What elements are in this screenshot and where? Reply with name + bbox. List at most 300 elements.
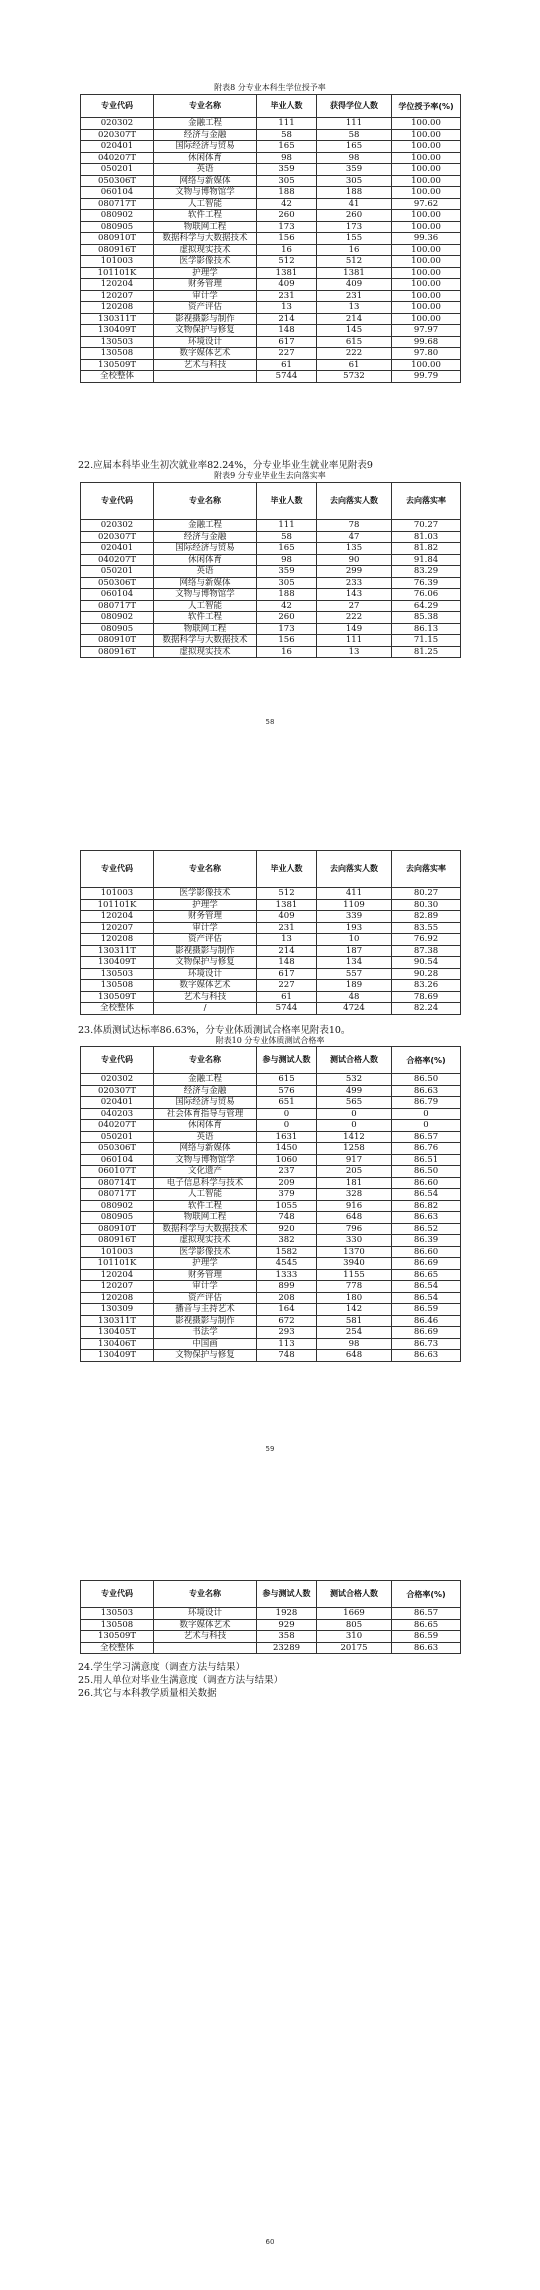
table-cell: 100.00 <box>392 210 461 222</box>
table-row <box>81 1074 461 1086</box>
table-cell: 260 <box>257 210 317 222</box>
table-row <box>81 1281 461 1293</box>
table-cell: 休闲体育 <box>154 1120 257 1132</box>
table-cell: 328 <box>317 1189 392 1201</box>
table-cell: 120204 <box>81 911 154 923</box>
table-cell: 130405T <box>81 1327 154 1339</box>
table-cell: 020307T <box>81 531 154 543</box>
table-cell: 100.00 <box>392 175 461 187</box>
table-cell: 13 <box>257 934 317 946</box>
table10-cont-body <box>81 1608 461 1654</box>
table-cell: 英语 <box>154 1131 257 1143</box>
table-cell: 物联网工程 <box>154 1212 257 1224</box>
table-cell: 86.63 <box>392 1350 461 1362</box>
table-cell: 86.59 <box>392 1631 461 1643</box>
table-cell: 86.13 <box>392 623 461 635</box>
table-cell: 050306T <box>81 175 154 187</box>
table-cell: 111 <box>257 118 317 130</box>
table-cell: 16 <box>257 646 317 658</box>
table-cell: 虚拟现实技术 <box>154 244 257 256</box>
table-cell: 58 <box>257 129 317 141</box>
table-row <box>81 1327 461 1339</box>
table-cell: 环境设计 <box>154 336 257 348</box>
table-cell: 资产评估 <box>154 934 257 946</box>
table-cell: 080902 <box>81 1200 154 1212</box>
table-cell: 医学影像技术 <box>154 1246 257 1258</box>
table-cell: 文物保护与修复 <box>154 1350 257 1362</box>
table-cell: 86.76 <box>392 1143 461 1155</box>
table-cell: 581 <box>317 1315 392 1327</box>
table-row <box>81 1085 461 1097</box>
table-cell: 929 <box>257 1619 317 1631</box>
table-row <box>81 1269 461 1281</box>
table-cell: 86.54 <box>392 1189 461 1201</box>
table-cell: 86.65 <box>392 1269 461 1281</box>
header-cell: 毕业人数 <box>257 851 317 888</box>
table-cell: 86.39 <box>392 1235 461 1247</box>
table-cell: 81.25 <box>392 646 461 658</box>
table-cell: 130409T <box>81 1350 154 1362</box>
table-cell: 5744 <box>257 371 317 383</box>
table-row <box>81 129 461 141</box>
table-cell: 222 <box>317 612 392 624</box>
table-cell: 98 <box>257 152 317 164</box>
table-cell: 86.69 <box>392 1327 461 1339</box>
table-row <box>81 313 461 325</box>
table-cell: 130409T <box>81 325 154 337</box>
paragraph-22: 22.应届本科毕业生初次就业率82.24%，分专业毕业生就业率见附表9 <box>78 460 373 471</box>
table-row <box>81 256 461 268</box>
table-row <box>81 1131 461 1143</box>
table-cell: 020401 <box>81 141 154 153</box>
table-cell: 050306T <box>81 577 154 589</box>
table-row <box>81 1608 461 1620</box>
table-cell: 231 <box>317 290 392 302</box>
table-cell: 86.65 <box>392 1619 461 1631</box>
table-cell: 1060 <box>257 1154 317 1166</box>
header-cell: 参与测试人数 <box>257 1047 317 1074</box>
table-cell: 020307T <box>81 129 154 141</box>
header-cell: 去向落实率 <box>392 851 461 888</box>
table-cell: 305 <box>257 175 317 187</box>
table-cell: 617 <box>257 968 317 980</box>
table-row <box>81 1350 461 1362</box>
table9-title: 附表9 分专业毕业生去向落实率 <box>214 471 326 480</box>
header-cell: 获得学位人数 <box>317 95 392 118</box>
table-cell: 188 <box>317 187 392 199</box>
table-cell: 86.60 <box>392 1177 461 1189</box>
table-cell: 214 <box>257 945 317 957</box>
table-row <box>81 980 461 992</box>
table-cell: 数据科学与大数据技术 <box>154 233 257 245</box>
table-cell: 148 <box>257 957 317 969</box>
table-row <box>81 1246 461 1258</box>
table-cell: 020302 <box>81 1074 154 1086</box>
table-cell: 83.29 <box>392 566 461 578</box>
table-cell: 86.51 <box>392 1154 461 1166</box>
table-row <box>81 1631 461 1643</box>
table-cell: 565 <box>317 1097 392 1109</box>
table-cell: 113 <box>257 1338 317 1350</box>
table-row <box>81 210 461 222</box>
header-cell: 专业名称 <box>154 483 257 520</box>
table-cell: 111 <box>317 635 392 647</box>
table-cell: 101003 <box>81 888 154 900</box>
table-cell: 130309 <box>81 1304 154 1316</box>
table-cell: 155 <box>317 233 392 245</box>
table-cell: 文化遗产 <box>154 1166 257 1178</box>
table-cell: 080902 <box>81 612 154 624</box>
table-cell: 影视摄影与制作 <box>154 313 257 325</box>
table-cell: 100.00 <box>392 221 461 233</box>
table-row <box>81 531 461 543</box>
table-cell: 100.00 <box>392 129 461 141</box>
table8-body <box>81 118 461 383</box>
table-cell: 130311T <box>81 313 154 325</box>
table-cell: 101003 <box>81 1246 154 1258</box>
table-cell: 148 <box>257 325 317 337</box>
table-cell: 130409T <box>81 957 154 969</box>
table-cell: 100.00 <box>392 187 461 199</box>
table-cell: 134 <box>317 957 392 969</box>
table-row <box>81 1108 461 1120</box>
table-cell: 111 <box>317 118 392 130</box>
table-cell: 1258 <box>317 1143 392 1155</box>
table-row <box>81 1097 461 1109</box>
header-cell: 专业代码 <box>81 851 154 888</box>
table-cell: 86.59 <box>392 1304 461 1316</box>
table-cell: 1582 <box>257 1246 317 1258</box>
table-row <box>81 187 461 199</box>
table-cell: 网络与新媒体 <box>154 577 257 589</box>
table-cell: 130509T <box>81 359 154 371</box>
table-cell: 86.52 <box>392 1223 461 1235</box>
table-cell: 1450 <box>257 1143 317 1155</box>
table-cell: 76.39 <box>392 577 461 589</box>
table-row <box>81 325 461 337</box>
table-cell: 100.00 <box>392 359 461 371</box>
table-cell: 339 <box>317 911 392 923</box>
table-cell: 13 <box>257 302 317 314</box>
table-cell: 82.89 <box>392 911 461 923</box>
table-cell: 120207 <box>81 1281 154 1293</box>
table-cell: 130311T <box>81 1315 154 1327</box>
table-cell: 48 <box>317 991 392 1003</box>
table-cell: 050201 <box>81 1131 154 1143</box>
table-row <box>81 152 461 164</box>
table-cell: 020302 <box>81 118 154 130</box>
table-cell: 电子信息科学与技术 <box>154 1177 257 1189</box>
table-cell: 1155 <box>317 1269 392 1281</box>
table-row <box>81 1166 461 1178</box>
table-cell: 101101K <box>81 899 154 911</box>
table-cell: 130311T <box>81 945 154 957</box>
table-cell: 060104 <box>81 187 154 199</box>
table-cell: 文物保护与修复 <box>154 957 257 969</box>
table-cell: 130503 <box>81 336 154 348</box>
header-cell: 专业代码 <box>81 483 154 520</box>
table-cell: 86.57 <box>392 1131 461 1143</box>
table-row <box>81 1292 461 1304</box>
table-row <box>81 1223 461 1235</box>
table-cell: 审计学 <box>154 1281 257 1293</box>
table-cell: 130503 <box>81 1608 154 1620</box>
table-cell: 10 <box>317 934 392 946</box>
table-cell: 305 <box>257 577 317 589</box>
table9-cont-body <box>81 888 461 1015</box>
table-cell: 101101K <box>81 1258 154 1270</box>
table-row <box>81 612 461 624</box>
table-cell: 409 <box>257 911 317 923</box>
table-cell: 人工智能 <box>154 198 257 210</box>
table-cell: 120208 <box>81 1292 154 1304</box>
table-cell: 全校整体 <box>81 1003 154 1015</box>
table-cell: 188 <box>257 187 317 199</box>
table-cell: 86.57 <box>392 1608 461 1620</box>
table-cell: 499 <box>317 1085 392 1097</box>
table-row <box>81 1154 461 1166</box>
table-cell: 050201 <box>81 566 154 578</box>
table-cell: 359 <box>317 164 392 176</box>
table-cell: 软件工程 <box>154 210 257 222</box>
table-row <box>81 1258 461 1270</box>
table-cell: 411 <box>317 888 392 900</box>
table-cell: 060104 <box>81 1154 154 1166</box>
table-cell: 人工智能 <box>154 600 257 612</box>
header-cell: 合格率(%) <box>392 1581 461 1608</box>
table-cell: 休闲体育 <box>154 152 257 164</box>
table-row <box>81 577 461 589</box>
table-cell: 100.00 <box>392 302 461 314</box>
table-row <box>81 1189 461 1201</box>
table-cell: 101101K <box>81 267 154 279</box>
table-cell: 100.00 <box>392 290 461 302</box>
table-cell: 359 <box>257 164 317 176</box>
table-cell: 文物保护与修复 <box>154 325 257 337</box>
table-cell: 98 <box>317 152 392 164</box>
table-cell: 86.50 <box>392 1074 461 1086</box>
table-row <box>81 348 461 360</box>
table-cell: 审计学 <box>154 922 257 934</box>
table-cell: 76.92 <box>392 934 461 946</box>
table-cell: 648 <box>317 1212 392 1224</box>
table-cell: 512 <box>317 256 392 268</box>
table-cell: 1928 <box>257 1608 317 1620</box>
table-cell: 41 <box>317 198 392 210</box>
header-cell: 合格率(%) <box>392 1047 461 1074</box>
table-cell: 人工智能 <box>154 1189 257 1201</box>
table-row <box>81 1315 461 1327</box>
table-cell: 120208 <box>81 934 154 946</box>
table-cell: 512 <box>257 888 317 900</box>
table-cell: 143 <box>317 589 392 601</box>
table-cell: 208 <box>257 1292 317 1304</box>
table-header-row <box>81 95 461 118</box>
table-header-row <box>81 1581 461 1608</box>
table-cell: 61 <box>257 359 317 371</box>
table-row <box>81 267 461 279</box>
table-cell: 260 <box>317 210 392 222</box>
table-cell: 虚拟现实技术 <box>154 646 257 658</box>
table-cell: 64.29 <box>392 600 461 612</box>
paragraph-23: 23.体质测试达标率86.63%，分专业体质测试合格率见附表10。 <box>78 1025 351 1036</box>
table-cell: 90.28 <box>392 968 461 980</box>
table-cell: 国际经济与贸易 <box>154 1097 257 1109</box>
table-cell: 193 <box>317 922 392 934</box>
table-cell: 409 <box>317 279 392 291</box>
table-cell <box>154 1642 257 1654</box>
table-cell: 080717T <box>81 1189 154 1201</box>
table-cell: 86.63 <box>392 1642 461 1654</box>
table8-degree-rate <box>80 94 461 383</box>
table-cell: 080916T <box>81 244 154 256</box>
table-row <box>81 911 461 923</box>
table-cell: 557 <box>317 968 392 980</box>
table-cell: 27 <box>317 600 392 612</box>
table-cell: 040203 <box>81 1108 154 1120</box>
table-cell: 网络与新媒体 <box>154 175 257 187</box>
table-cell: 71.15 <box>392 635 461 647</box>
table-cell: 189 <box>317 980 392 992</box>
table-cell: 虚拟现实技术 <box>154 1235 257 1247</box>
table-cell: 资产评估 <box>154 302 257 314</box>
table-cell: 艺术与科技 <box>154 1631 257 1643</box>
table-cell: 050201 <box>81 164 154 176</box>
table-row <box>81 1003 461 1015</box>
table-row <box>81 600 461 612</box>
table-cell: 796 <box>317 1223 392 1235</box>
table-row <box>81 279 461 291</box>
table-cell: 61 <box>317 359 392 371</box>
table-cell: 86.46 <box>392 1315 461 1327</box>
table-cell: 293 <box>257 1327 317 1339</box>
table-cell: 数字媒体艺术 <box>154 348 257 360</box>
header-cell: 测试合格人数 <box>317 1581 392 1608</box>
table-row <box>81 520 461 532</box>
table-cell: 299 <box>317 566 392 578</box>
table-cell: 网络与新媒体 <box>154 1143 257 1155</box>
table-cell: 23289 <box>257 1642 317 1654</box>
table10-continued <box>80 1580 461 1654</box>
table-header-row <box>81 851 461 888</box>
table-cell: 080905 <box>81 221 154 233</box>
table-cell: 080905 <box>81 623 154 635</box>
table-cell: 111 <box>257 520 317 532</box>
table-header-row <box>81 483 461 520</box>
table-cell: 050306T <box>81 1143 154 1155</box>
table-row <box>81 1619 461 1631</box>
table-cell: 83.55 <box>392 922 461 934</box>
table-cell: 58 <box>317 129 392 141</box>
table-row <box>81 991 461 1003</box>
table-cell: 86.63 <box>392 1085 461 1097</box>
table-cell: 1055 <box>257 1200 317 1212</box>
table-cell: 护理学 <box>154 899 257 911</box>
paragraph-26: 26.其它与本科教学质量相关数据 <box>78 1688 217 1699</box>
table-cell: 205 <box>317 1166 392 1178</box>
header-cell: 专业名称 <box>154 1581 257 1608</box>
table-cell: 财务管理 <box>154 279 257 291</box>
table-cell: 42 <box>257 198 317 210</box>
table-cell: 080717T <box>81 600 154 612</box>
header-cell: 专业名称 <box>154 95 257 118</box>
table-cell: 播音与主持艺术 <box>154 1304 257 1316</box>
table-cell: 080905 <box>81 1212 154 1224</box>
table-row <box>81 945 461 957</box>
table-cell: 86.50 <box>392 1166 461 1178</box>
table-cell: 120207 <box>81 922 154 934</box>
table-cell: 805 <box>317 1619 392 1631</box>
header-cell: 去向落实率 <box>392 483 461 520</box>
table-cell: 42 <box>257 600 317 612</box>
table-cell: 142 <box>317 1304 392 1316</box>
table-row <box>81 1235 461 1247</box>
table-row <box>81 957 461 969</box>
table-cell: 080717T <box>81 198 154 210</box>
table-cell: 0 <box>257 1120 317 1132</box>
table-cell: 648 <box>317 1350 392 1362</box>
table-cell: 文物与博物馆学 <box>154 187 257 199</box>
table-row <box>81 888 461 900</box>
table9-placement-rate <box>80 482 461 658</box>
table-cell: / <box>154 1003 257 1015</box>
table-cell: 85.38 <box>392 612 461 624</box>
table-cell: 1381 <box>317 267 392 279</box>
table-row <box>81 141 461 153</box>
table-cell: 护理学 <box>154 267 257 279</box>
table-cell: 环境设计 <box>154 1608 257 1620</box>
table-cell: 61 <box>257 991 317 1003</box>
table-cell: 576 <box>257 1085 317 1097</box>
table-cell: 4545 <box>257 1258 317 1270</box>
table-cell: 020307T <box>81 1085 154 1097</box>
table-cell: 130503 <box>81 968 154 980</box>
table-cell: 81.03 <box>392 531 461 543</box>
header-cell: 去向落实人数 <box>317 483 392 520</box>
table-cell: 120204 <box>81 279 154 291</box>
table-cell: 080916T <box>81 646 154 658</box>
table-cell: 经济与金融 <box>154 129 257 141</box>
table-cell: 020401 <box>81 543 154 555</box>
table-cell: 86.79 <box>392 1097 461 1109</box>
table-row <box>81 554 461 566</box>
table-cell: 环境设计 <box>154 968 257 980</box>
table-cell: 0 <box>392 1120 461 1132</box>
table-cell: 99.36 <box>392 233 461 245</box>
header-cell: 参与测试人数 <box>257 1581 317 1608</box>
table-cell: 330 <box>317 1235 392 1247</box>
table-cell: 149 <box>317 623 392 635</box>
table-cell: 英语 <box>154 164 257 176</box>
table-cell: 16 <box>317 244 392 256</box>
table-cell: 173 <box>317 221 392 233</box>
table-row <box>81 244 461 256</box>
header-cell: 专业代码 <box>81 95 154 118</box>
table-cell: 1333 <box>257 1269 317 1281</box>
table-row <box>81 336 461 348</box>
table-row <box>81 543 461 555</box>
table-cell: 91.84 <box>392 554 461 566</box>
table-row <box>81 635 461 647</box>
table-cell: 101003 <box>81 256 154 268</box>
table-cell: 书法学 <box>154 1327 257 1339</box>
header-cell: 毕业人数 <box>257 483 317 520</box>
table-cell: 文物与博物馆学 <box>154 589 257 601</box>
table-cell: 080910T <box>81 1223 154 1235</box>
page-number: 60 <box>265 2238 275 2246</box>
table-cell: 98 <box>317 1338 392 1350</box>
table-cell: 180 <box>317 1292 392 1304</box>
